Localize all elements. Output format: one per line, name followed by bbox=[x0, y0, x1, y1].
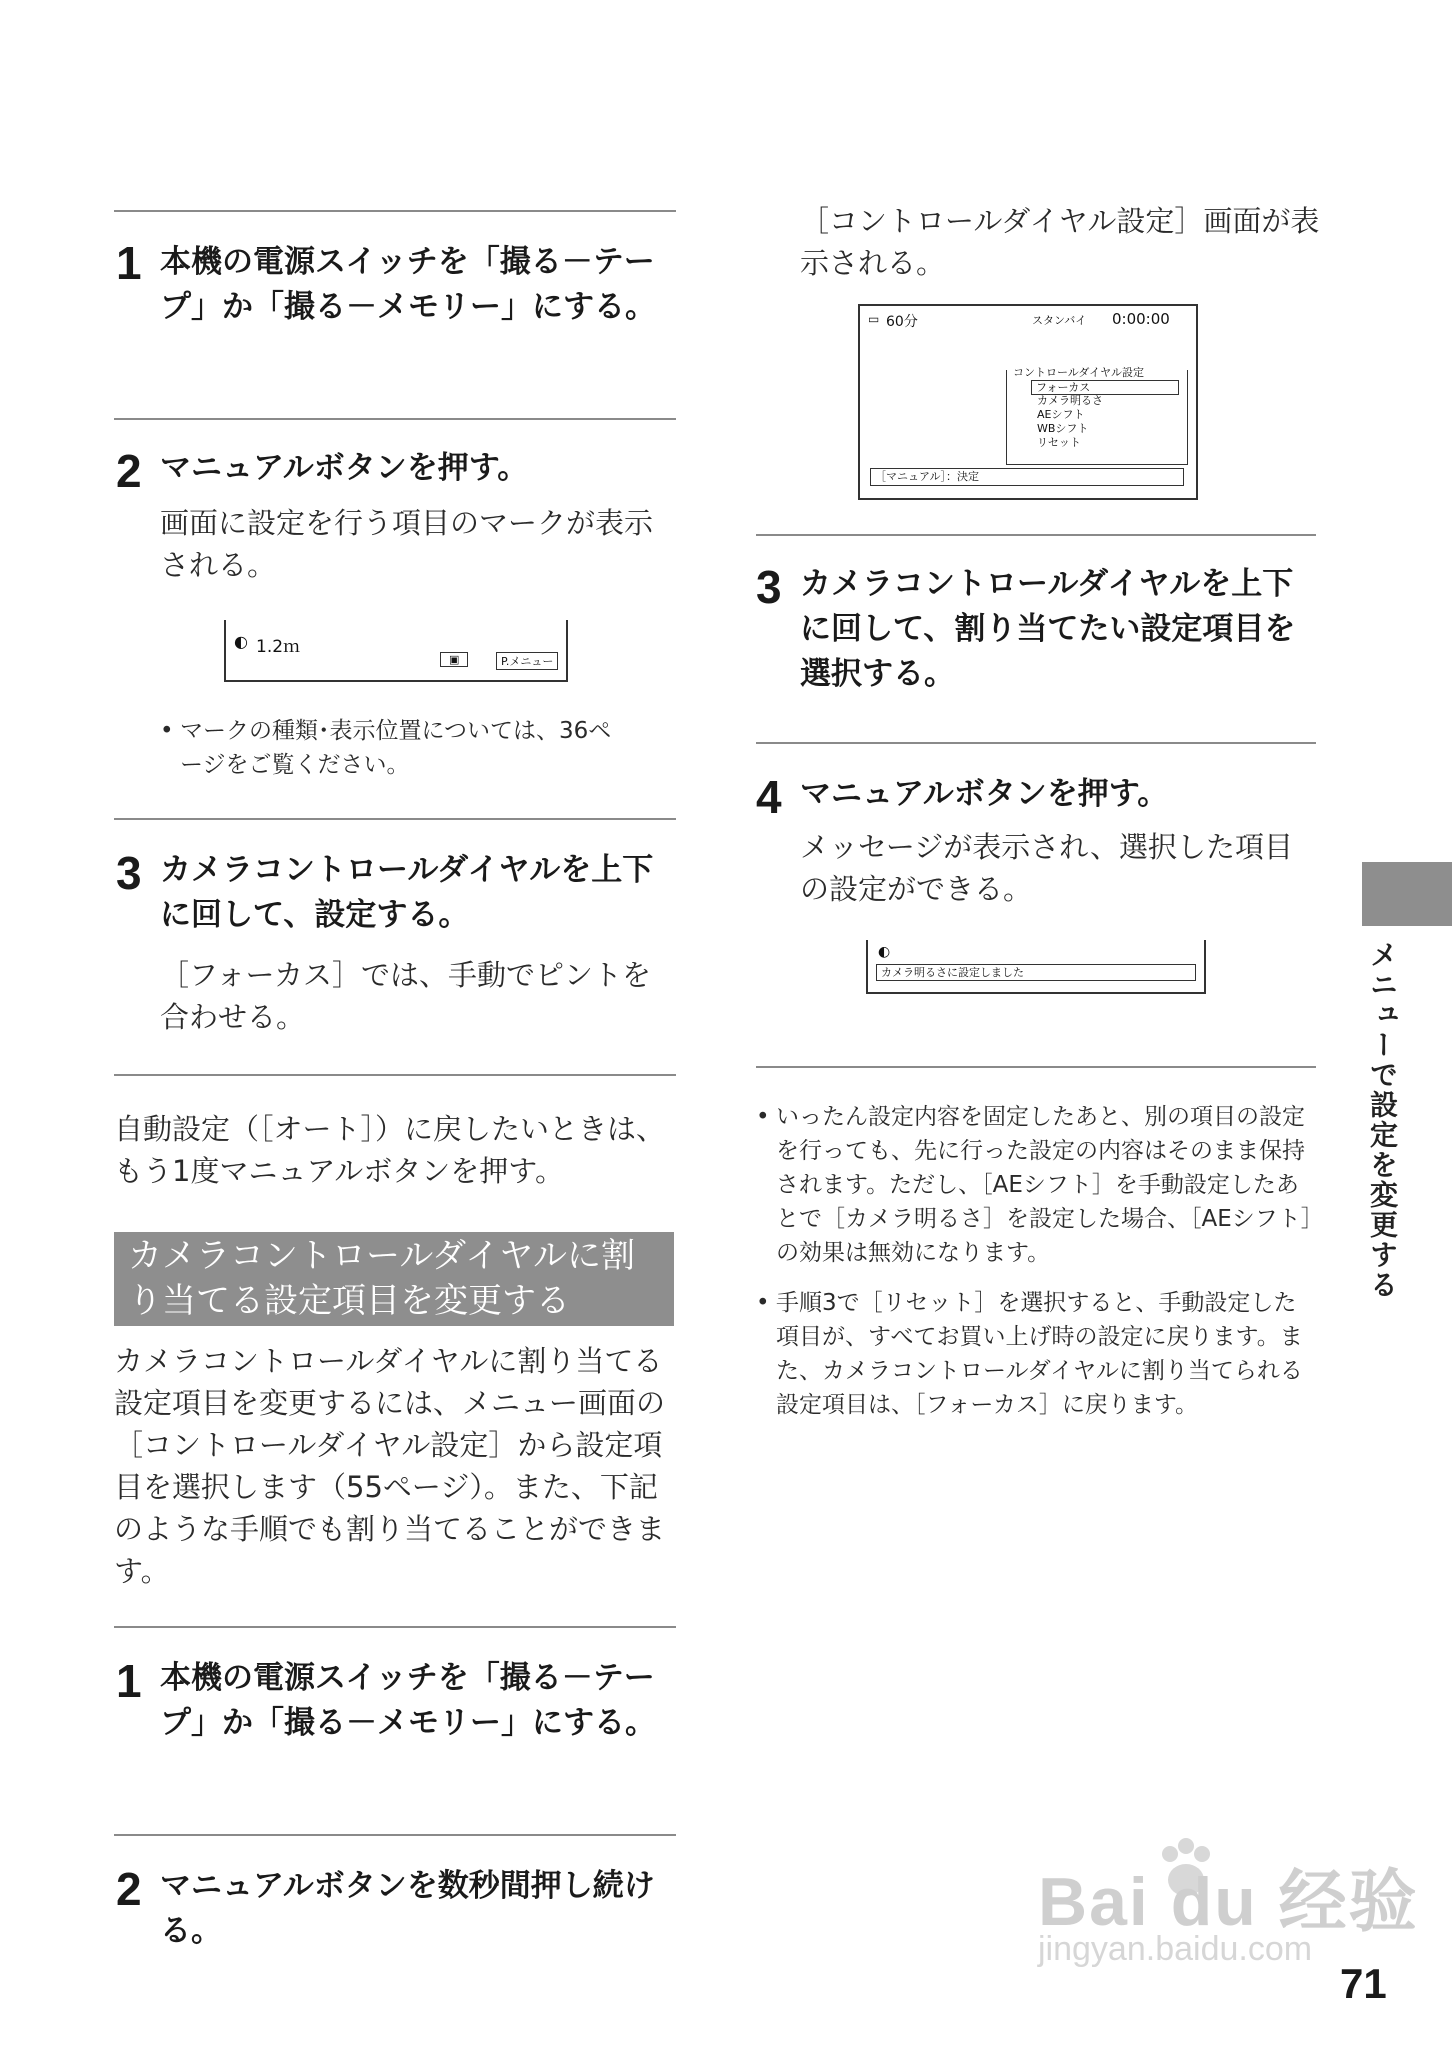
battery-remaining: 60分 bbox=[886, 314, 918, 330]
page-number: 71 bbox=[1340, 1960, 1387, 2007]
time-counter: 0:00:00 bbox=[1112, 310, 1170, 328]
step-heading: マニュアルボタンを押す。 bbox=[800, 776, 1169, 812]
standby-status: スタンバイ bbox=[1032, 314, 1087, 327]
battery-icon: ▭ bbox=[868, 312, 880, 326]
p-menu-button: P.メニュー bbox=[496, 652, 558, 670]
menu-item-camera-brightness[interactable]: カメラ明るさ bbox=[1037, 394, 1103, 407]
step-body: メッセージが表示され、選択した項目の設定ができる。 bbox=[800, 830, 1294, 906]
watermark-url: jingyan.baidu.com bbox=[1038, 1930, 1313, 1968]
note-text: いったん設定内容を固定したあと、別の項目の設定を行っても、先に行った設定の内容はそのまま保持されます。ただし、［AEシフト］を手動設定したあとで［カメラ明るさ］を設定した場合、［AEシフト］の効果は無効になります。 bbox=[776, 1104, 1313, 1266]
menu-item-focus[interactable]: フォーカス bbox=[1031, 380, 1179, 395]
menu-item-ae-shift[interactable]: AEシフト bbox=[1037, 408, 1085, 421]
step-heading: カメラコントロールダイヤルを上下に回して、設定する。 bbox=[160, 852, 654, 933]
confirmation-message: カメラ明るさに設定しました bbox=[876, 964, 1196, 981]
divider bbox=[114, 418, 676, 420]
divider bbox=[114, 1834, 676, 1836]
step-heading: 本機の電源スイッチを「撮る－テープ」か「撮る－メモリー」にする。 bbox=[160, 244, 656, 325]
section-title: カメラコントロールダイヤルに割り当てる設定項目を変更する bbox=[114, 1232, 674, 1326]
step-number: 3 bbox=[756, 561, 782, 613]
step-body: ［フォーカス］では、手動でピントを合わせる。 bbox=[160, 958, 651, 1034]
tape-icon: ▣ bbox=[440, 652, 468, 667]
note-item bbox=[756, 1286, 1316, 1422]
settings-menu bbox=[1006, 366, 1188, 465]
step-number: 4 bbox=[756, 771, 782, 823]
divider bbox=[756, 1066, 1316, 1068]
bullet-icon: • bbox=[756, 1104, 770, 1130]
focus-distance-readout: 1.2ｍ bbox=[256, 637, 301, 657]
step-heading: 本機の電源スイッチを「撮る－テープ」か「撮る－メモリー」にする。 bbox=[160, 1660, 656, 1741]
step-number: 1 bbox=[116, 1655, 142, 1707]
divider bbox=[114, 1074, 676, 1076]
step-number: 2 bbox=[116, 445, 142, 497]
divider bbox=[114, 1626, 676, 1628]
step-heading: マニュアルボタンを数秒間押し続ける。 bbox=[160, 1868, 655, 1949]
chapter-label: メニューで設定を変更する bbox=[1366, 940, 1399, 1300]
intro-text: ［コントロールダイヤル設定］画面が表示される。 bbox=[800, 204, 1320, 280]
menu-item-reset[interactable]: リセット bbox=[1037, 436, 1081, 449]
step-heading: カメラコントロールダイヤルを上下に回して、割り当てたい設定項目を選択する。 bbox=[800, 566, 1296, 692]
note-item bbox=[756, 1100, 1316, 1270]
chapter-tab bbox=[1362, 862, 1452, 926]
lcd-screen-focus-distance bbox=[224, 620, 568, 682]
lcd-screen-dial-settings bbox=[858, 304, 1198, 500]
step-body: 画面に設定を行う項目のマークが表示される。 bbox=[160, 506, 654, 582]
divider bbox=[756, 742, 1316, 744]
settings-menu-title: コントロールダイヤル設定 bbox=[1013, 366, 1145, 379]
divider bbox=[114, 818, 676, 820]
section-body: カメラコントロールダイヤルに割り当てる設定項目を変更するには、メニュー画面の［コントロールダイヤル設定］から設定項目を選択します（55ページ）。また、下記のような手順でも割り当てることができます。 bbox=[114, 1344, 666, 1588]
note-text: 手順3で［リセット］を選択すると、手動設定した項目が、すべてお買い上げ時の設定に戻ります。また、カメラコントロールダイヤルに割り当てられる設定項目は、［フォーカス］に戻ります。 bbox=[776, 1290, 1303, 1418]
screen-footer: ［マニュアル］：決定 bbox=[870, 468, 1184, 486]
menu-item-wb-shift[interactable]: WBシフト bbox=[1037, 422, 1089, 435]
bullet-icon: • bbox=[160, 718, 174, 744]
focus-icon: ◐ bbox=[234, 632, 248, 651]
auto-setting-text: 自動設定（［オート］）に戻したいときは、もう1度マニュアルボタンを押す。 bbox=[114, 1112, 666, 1188]
step-number: 2 bbox=[116, 1863, 142, 1915]
note-text: マークの種類･表示位置については、36ページをご覧ください。 bbox=[180, 718, 612, 778]
bullet-icon: • bbox=[756, 1290, 770, 1316]
focus-icon: ◐ bbox=[878, 944, 891, 960]
divider bbox=[756, 534, 1316, 536]
watermark-brand: Bai du 经验 bbox=[1038, 1864, 1419, 1940]
divider bbox=[114, 210, 676, 212]
note-item bbox=[160, 714, 630, 782]
step-number: 3 bbox=[116, 847, 142, 899]
lcd-screen-message bbox=[866, 940, 1206, 994]
step-number: 1 bbox=[116, 237, 142, 289]
step-heading: マニュアルボタンを押す。 bbox=[160, 450, 529, 486]
